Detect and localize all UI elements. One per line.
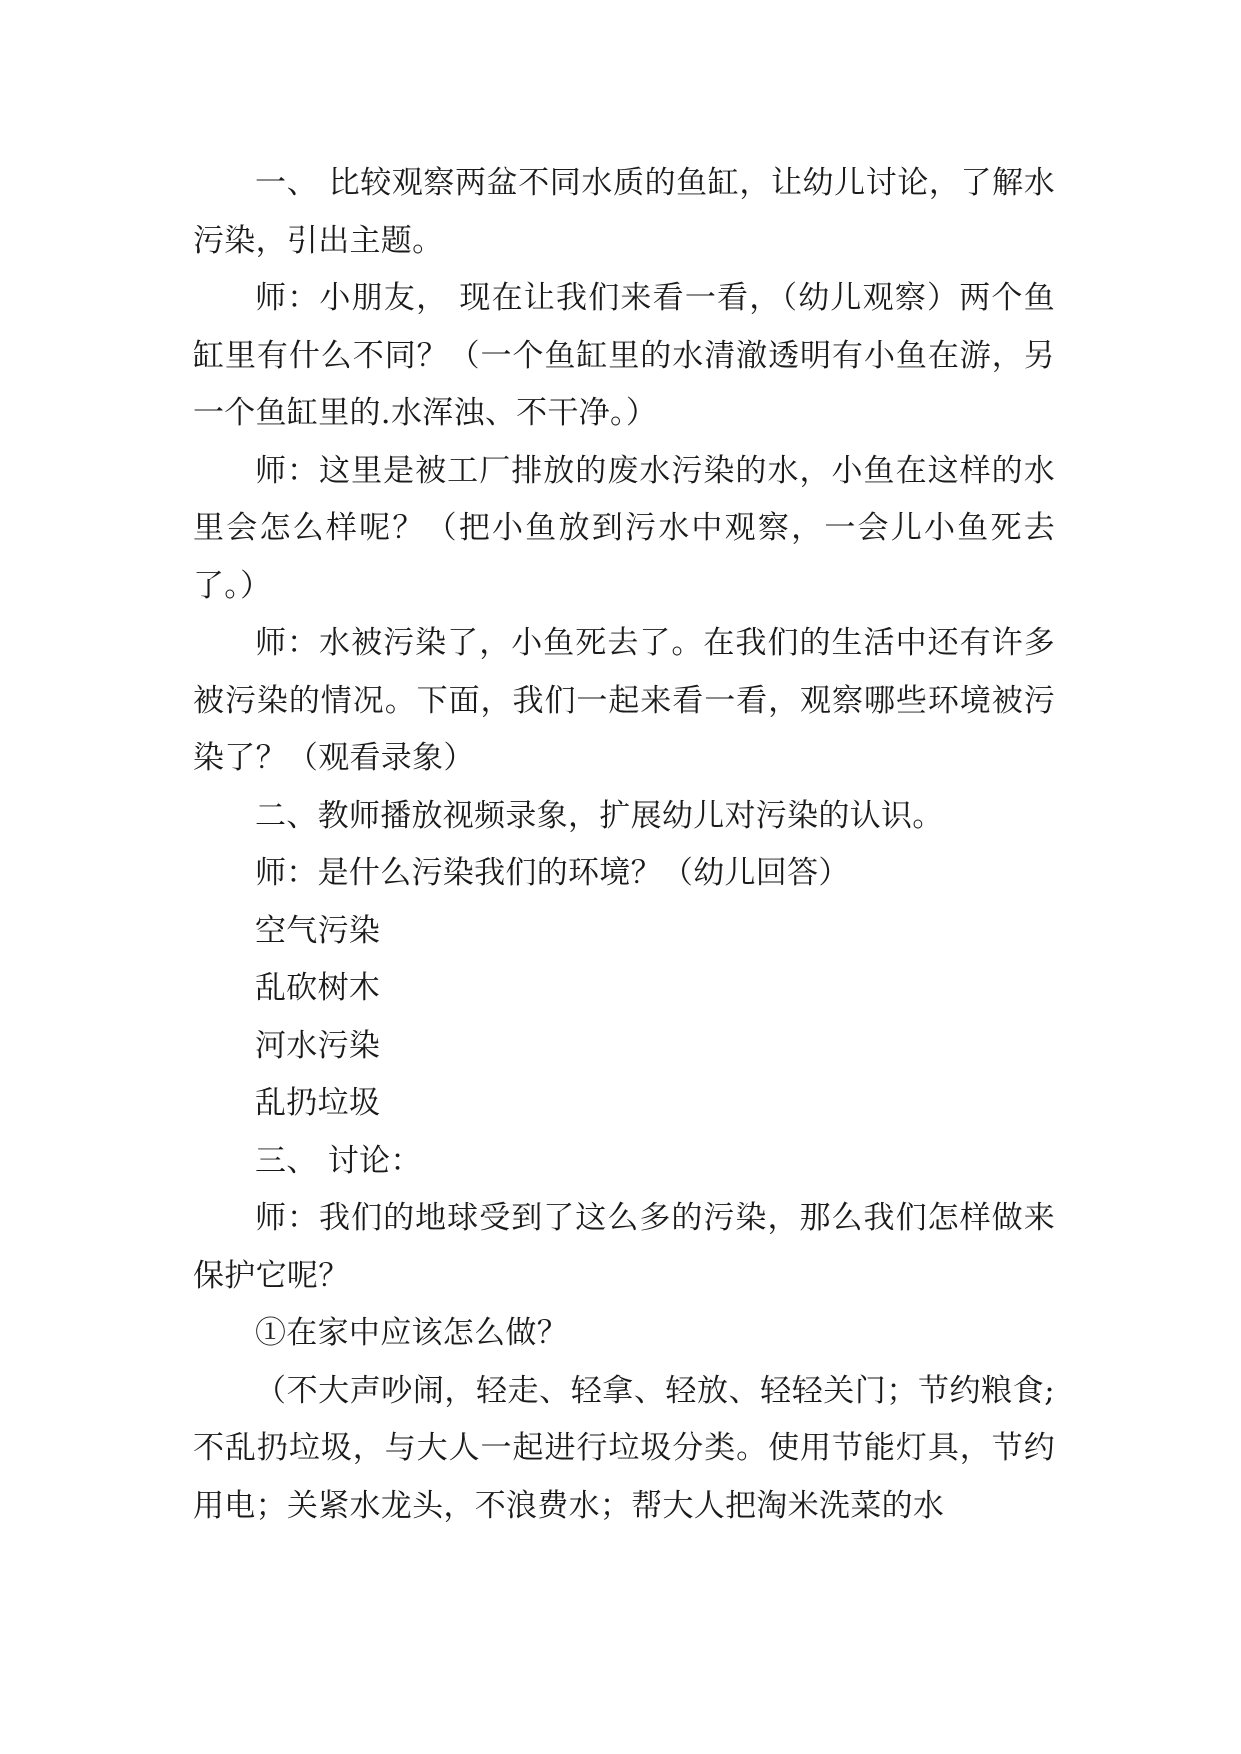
document-body [193, 155, 1055, 1535]
paragraph-teacher-protect-earth: 师：我们的地球受到了这么多的污染，那么我们怎样做来保护它呢？ [193, 1200, 1055, 1294]
paragraph-teacher-fish-tanks: 师：小朋友， 现在让我们来看一看，（幼儿观察）两个鱼缸里有什么不同？（一个鱼缸里的水清澈透明有小鱼在游，另一个鱼缸里的.水浑浊、不干净。） [193, 280, 1055, 431]
paragraph-home-answers: （不大声吵闹，轻走、轻拿、轻放、轻轻关门；节约粮食; 不乱扔垃圾，与大人一起进行垃圾分类。使用节能灯具，节约用电；关紧水龙头，不浪费水；帮大人把淘米洗菜的水 [193, 1372, 1055, 1524]
list-item-air-pollution: 空气污染 [255, 912, 381, 949]
section-heading-3: 三、 讨论： [255, 1142, 422, 1179]
paragraph-teacher-question: 师：是什么污染我们的环境？（幼儿回答） [255, 855, 850, 891]
list-item-river-pollution: 河水污染 [255, 1027, 381, 1064]
section-heading-2: 二、教师播放视频录象，扩展幼儿对污染的认识。 [255, 797, 944, 834]
paragraph-teacher-fish-died: 师：水被污染了，小鱼死去了。在我们的生活中还有许多被污染的情况。下面，我们一起来看一看，观察哪些环境被污染了？（观看录象） [193, 625, 1055, 776]
section-heading-1: 一、 比较观察两盆不同水质的鱼缸，让幼儿讨论，了解水污染，引出主题。 [193, 165, 1055, 259]
list-item-littering: 乱扔垃圾 [255, 1085, 381, 1121]
sub-question-at-home: ①在家中应该怎么做？ [255, 1315, 568, 1351]
list-item-deforestation: 乱砍树木 [255, 970, 381, 1006]
paragraph-teacher-polluted-water: 师：这里是被工厂排放的废水污染的水，小鱼在这样的水里会怎么样呢？（把小鱼放到污水中观察，一会儿小鱼死去了。） [193, 452, 1055, 604]
